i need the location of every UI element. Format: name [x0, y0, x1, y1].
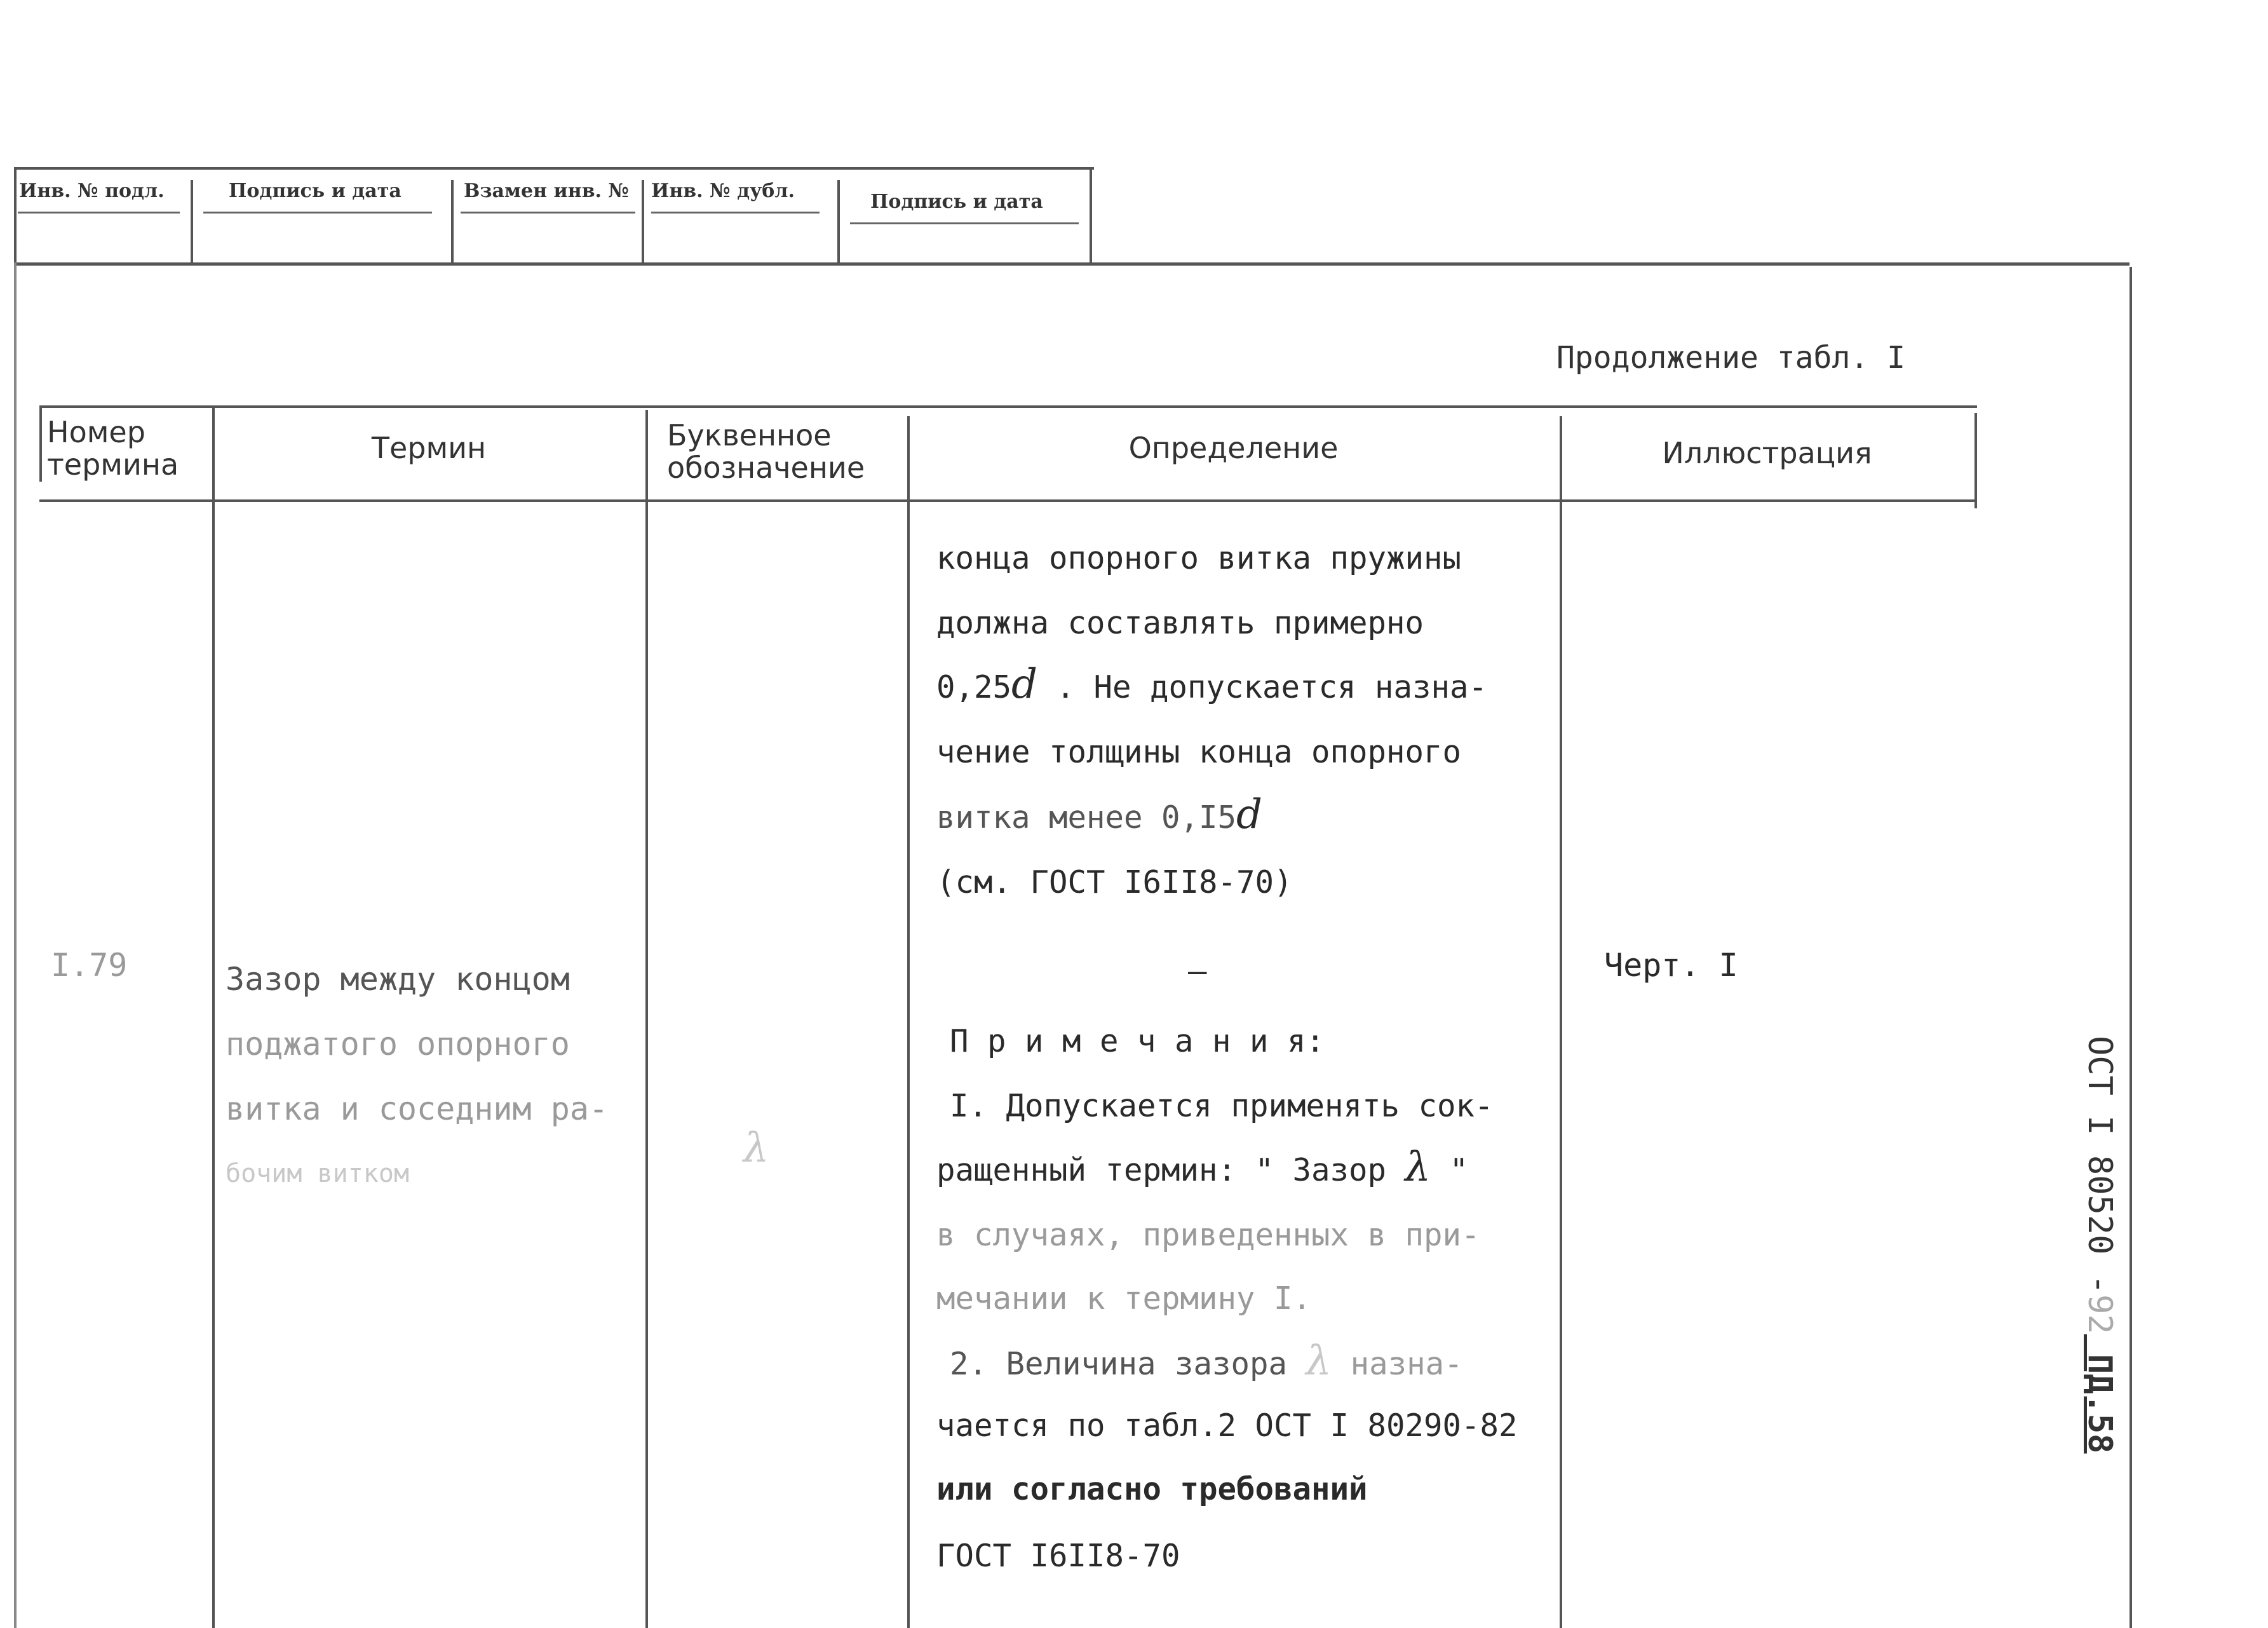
header-number-line-2: термина: [47, 447, 179, 482]
header-number: [47, 416, 179, 480]
col-divider-3: [907, 416, 910, 1628]
note1-line-2-suffix: ": [1431, 1152, 1469, 1188]
note1-line-2-symbol: λ: [1405, 1144, 1431, 1191]
continuation-label: Продолжение табл. I: [1556, 340, 1906, 376]
stamp-left-border: [14, 167, 17, 266]
note2-line-3: или согласно требований: [936, 1471, 1368, 1507]
stamp-line-2: [203, 212, 432, 214]
note2-line-1-symbol: λ: [1306, 1338, 1332, 1385]
document-side-code: [2081, 1036, 2119, 1453]
table-right-border: [1974, 413, 1977, 508]
side-code-end: ПД.58: [2081, 1334, 2119, 1454]
stamp-inv-podl: Инв. № подл.: [19, 180, 165, 202]
page-left-border: [14, 262, 17, 1628]
stamp-line-3: [461, 212, 635, 214]
term-line-2: поджатого опорного: [226, 1026, 570, 1062]
stamp-inv-dubl: Инв. № дубл.: [651, 180, 795, 202]
stamp-top-border: [14, 167, 1094, 170]
header-symbol-line-1: Буквенное: [667, 418, 832, 452]
note2-line-1-suffix: назна-: [1332, 1346, 1463, 1382]
note1-line-1: I. Допускается применять сок-: [950, 1088, 1494, 1124]
stamp-line-5: [850, 222, 1079, 224]
table-top-border: [39, 405, 1977, 408]
header-definition: Определение: [1128, 431, 1339, 465]
note2-line-4: ГОСТ I6II8-70: [936, 1538, 1180, 1574]
stamp-divider-2: [451, 180, 454, 262]
stamp-divider-3: [642, 180, 644, 262]
term-symbol: λ: [743, 1125, 769, 1172]
note1-line-3: в случаях, приведенных в при-: [936, 1217, 1480, 1253]
note1-line-2: [936, 1144, 1468, 1191]
table-header-bottom: [39, 499, 1977, 502]
term-text: [226, 947, 608, 1206]
def-line-5: [936, 791, 1262, 838]
notes-title: П р и м е ч а н и я:: [950, 1023, 1325, 1059]
def-line-4: чение толщины конца опорного: [936, 734, 1462, 770]
term-line-4: бочим витком: [226, 1159, 409, 1188]
def-line-3-suffix: . Не допускается назна-: [1037, 669, 1487, 705]
stamp-podpis-data-2: Подпись и дата: [870, 191, 1043, 213]
header-number-line-1: Номер: [47, 415, 145, 449]
def-line-2: должна составлять примерно: [936, 605, 1424, 641]
def-line-1: конца опорного витка пружины: [936, 540, 1462, 576]
stamp-divider-4: [837, 180, 840, 262]
stamp-divider-1: [191, 180, 193, 262]
header-term: Термин: [371, 431, 487, 465]
def-line-3-symbol: d: [1011, 661, 1037, 708]
side-code-main: ОСТ I 80520 -: [2081, 1036, 2119, 1294]
stamp-right-border: [1090, 167, 1092, 266]
term-number: I.79: [51, 947, 128, 984]
def-line-6: (см. ГОСТ I6II8-70): [936, 864, 1293, 900]
page-right-border: [2130, 267, 2132, 1628]
def-line-5-prefix: витка менее 0,I5: [936, 799, 1237, 836]
header-symbol: [667, 419, 865, 484]
illustration-ref: Черт. I: [1604, 947, 1738, 984]
note1-line-2-prefix: ращенный термин: " Зазор: [936, 1152, 1405, 1188]
side-code-faint: 92: [2081, 1294, 2119, 1334]
col-divider-2: [645, 410, 648, 1628]
term-line-1: Зазор между концом: [226, 961, 570, 998]
def-line-5-symbol: d: [1236, 791, 1262, 838]
col-divider-1: [212, 405, 215, 1628]
note1-line-4: мечании к термину I.: [936, 1280, 1312, 1317]
term-line-3: витка и соседним ра-: [226, 1090, 609, 1127]
def-line-3-prefix: 0,25: [936, 669, 1012, 705]
stamp-bottom-border: [14, 262, 2130, 266]
col-divider-4: [1560, 416, 1562, 1628]
header-symbol-line-2: обозначение: [667, 450, 865, 485]
stamp-line-1: [18, 212, 180, 214]
header-illustration: Иллюстрация: [1662, 436, 1872, 470]
note2-line-2: чается по табл.2 ОСТ I 80290-82: [936, 1408, 1518, 1444]
note2-line-1: [950, 1338, 1463, 1385]
def-dash: –: [1188, 953, 1207, 989]
def-line-3: [936, 661, 1487, 708]
stamp-vzamen-inv: Взамен инв. №: [464, 180, 630, 202]
stamp-podpis-data-1: Подпись и дата: [229, 180, 402, 202]
note2-line-1-prefix: 2. Величина зазора: [950, 1346, 1306, 1382]
stamp-line-4: [651, 212, 820, 214]
table-left-border: [39, 405, 42, 482]
